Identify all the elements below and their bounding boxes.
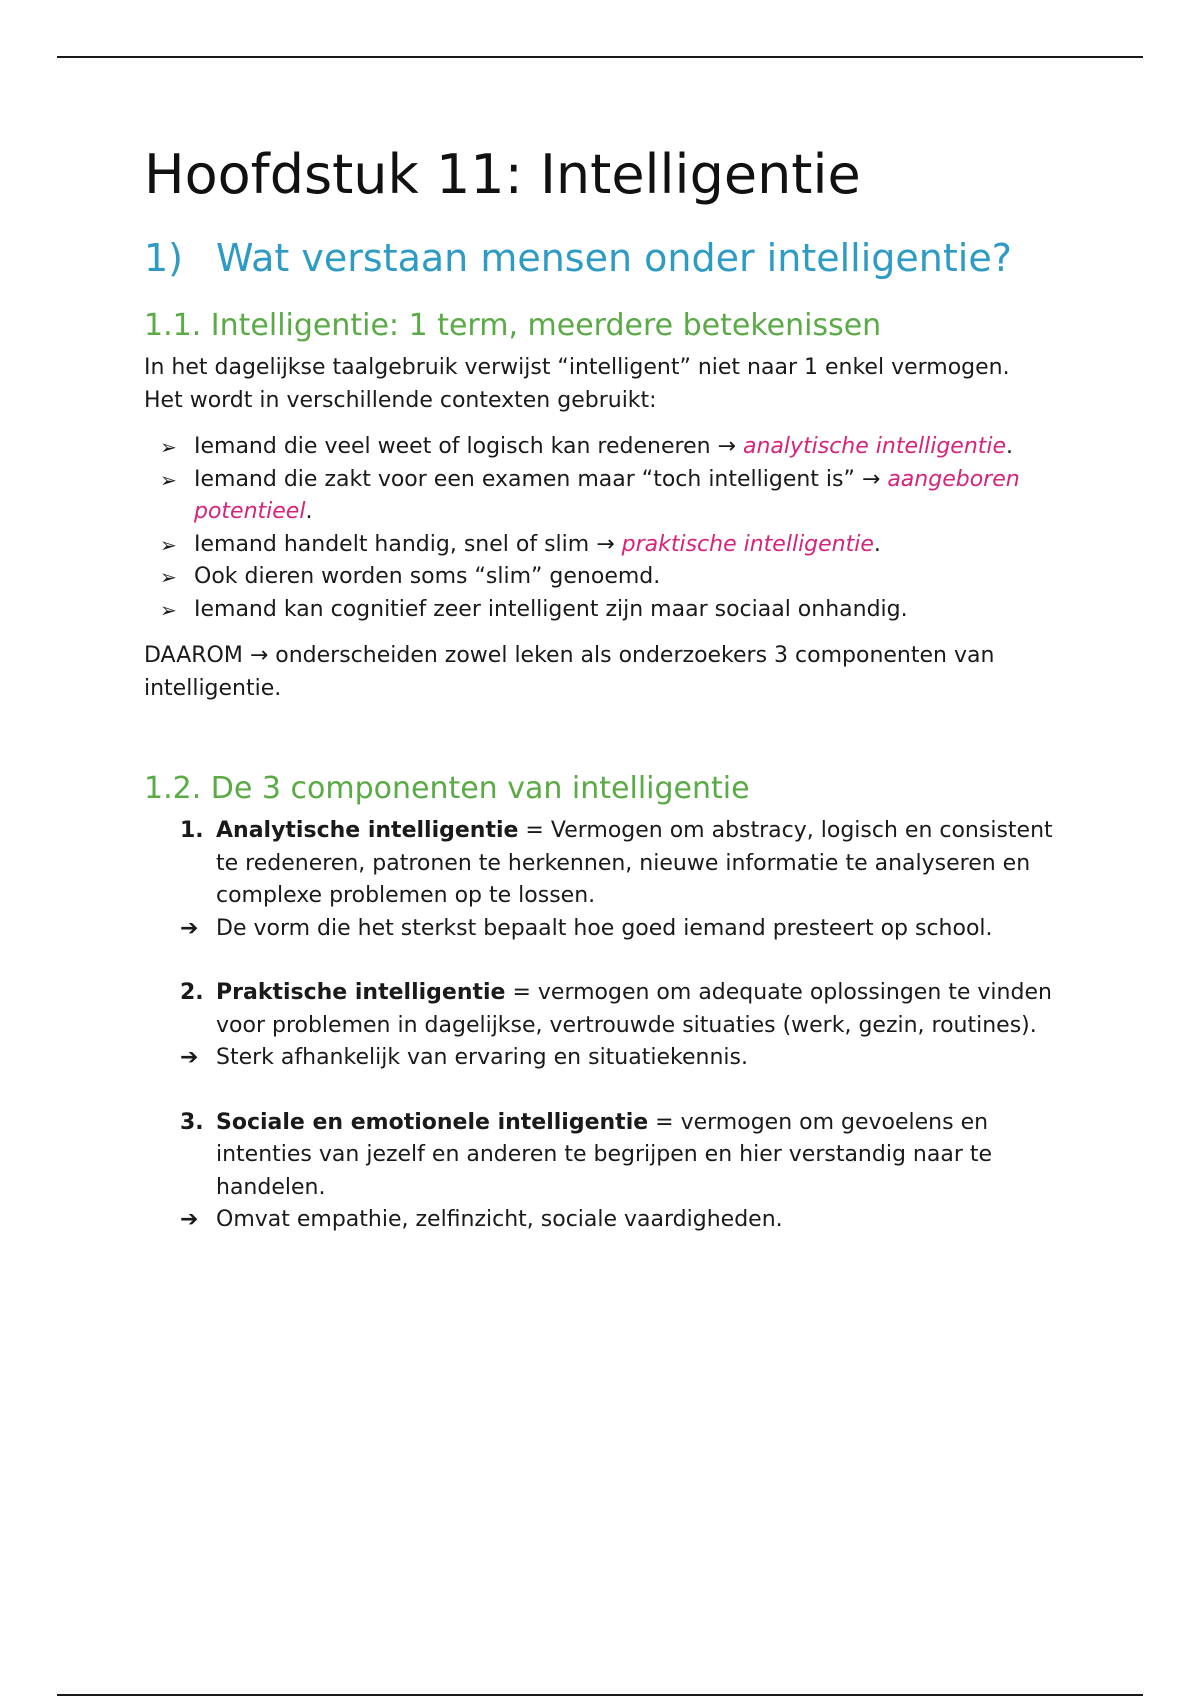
document-body <box>144 140 1074 1269</box>
intro-line-1: In het dagelijkse taalgebruik verwijst “intelligent” niet naar 1 enkel vermogen. <box>144 355 1010 380</box>
component-name: Analytische intelligentie <box>216 818 519 843</box>
arrowhead-bullet-icon: ➢ <box>160 435 177 459</box>
item-number: 2. <box>180 980 204 1005</box>
list-item: ➢ Iemand die zakt voor een examen maar “toch intelligent is” → aangeboren potentieel. <box>144 464 1074 529</box>
arrowhead-bullet-icon: ➢ <box>160 532 177 557</box>
section-number: 1) <box>144 236 184 280</box>
subsection-heading-1-1: 1.1. Intelligentie: 1 term, meerdere betekenissen <box>144 308 882 343</box>
component-name: Sociale en emotionele intelligentie <box>216 1109 649 1135</box>
list-item: ➢ Iemand handelt handig, snel of slim → praktische intelligentie. <box>144 529 1074 562</box>
bold-arrow-icon: ➔ <box>180 1045 199 1070</box>
component-definition: = vermogen om gevoelens en intenties van jezelf en anderen te begrijpen en hier verstandig naar te handelen. <box>216 1109 993 1200</box>
meaning-list <box>144 431 1074 626</box>
component-definition: = vermogen om adequate oplossingen te vinden voor problemen in dagelijkse, vertrouwde situaties (werk, gezin, routines). <box>216 980 1052 1038</box>
components-list <box>144 815 1074 1237</box>
component-note: Sterk afhankelijk van ervaring en situatiekennis. <box>216 1045 748 1070</box>
component-item <box>144 1107 1074 1237</box>
item-number: 1. <box>180 818 204 843</box>
list-item: ➢ Iemand kan cognitief zeer intelligent zijn maar sociaal onhandig. <box>144 594 1074 627</box>
intro-line-2: Het wordt in verschillende contexten gebruikt: <box>144 387 657 413</box>
item-number: 3. <box>180 1109 204 1135</box>
conclusion-paragraph: DAAROM → onderscheiden zowel leken als onderzoekers 3 componenten van intelligentie. <box>144 643 995 701</box>
subsection-heading-1-2: 1.2. De 3 componenten van intelligentie <box>144 771 750 806</box>
component-name: Praktische intelligentie <box>216 980 506 1005</box>
list-item: ➢ Ook dieren worden soms “slim” genoemd. <box>144 561 1074 594</box>
component-note: De vorm die het sterkst bepaalt hoe goed iemand presteert op school. <box>216 915 993 941</box>
arrowhead-bullet-icon: ➢ <box>160 597 177 622</box>
page-title: Hoofdstuk 11: Intelligentie <box>144 143 861 206</box>
list-item: ➢ Iemand die veel weet of logisch kan redeneren → analytische intelligentie. <box>144 431 1074 464</box>
highlight-term: praktische intelligentie <box>621 531 874 557</box>
highlight-term: analytische intelligentie <box>742 434 1007 459</box>
section-title: Wat verstaan mensen onder intelligentie? <box>216 236 1012 280</box>
section-heading <box>144 232 1074 284</box>
top-rule <box>57 56 1143 58</box>
component-item <box>144 977 1074 1075</box>
bottom-rule <box>57 1694 1143 1696</box>
component-definition: = Vermogen om abstracy, logisch en consistent te redeneren, patronen te herkennen, nieuwe informatie te analyseren en complexe problemen op te lossen. <box>216 818 1053 908</box>
bold-arrow-icon: ➔ <box>180 1207 199 1232</box>
arrowhead-bullet-icon: ➢ <box>160 565 177 589</box>
component-item <box>144 815 1074 945</box>
arrowhead-bullet-icon: ➢ <box>160 467 177 492</box>
highlight-term: aangeboren potentieel <box>194 466 1020 524</box>
bold-arrow-icon: ➔ <box>180 915 199 941</box>
component-note: Omvat empathie, zelfinzicht, sociale vaardigheden. <box>216 1207 783 1232</box>
